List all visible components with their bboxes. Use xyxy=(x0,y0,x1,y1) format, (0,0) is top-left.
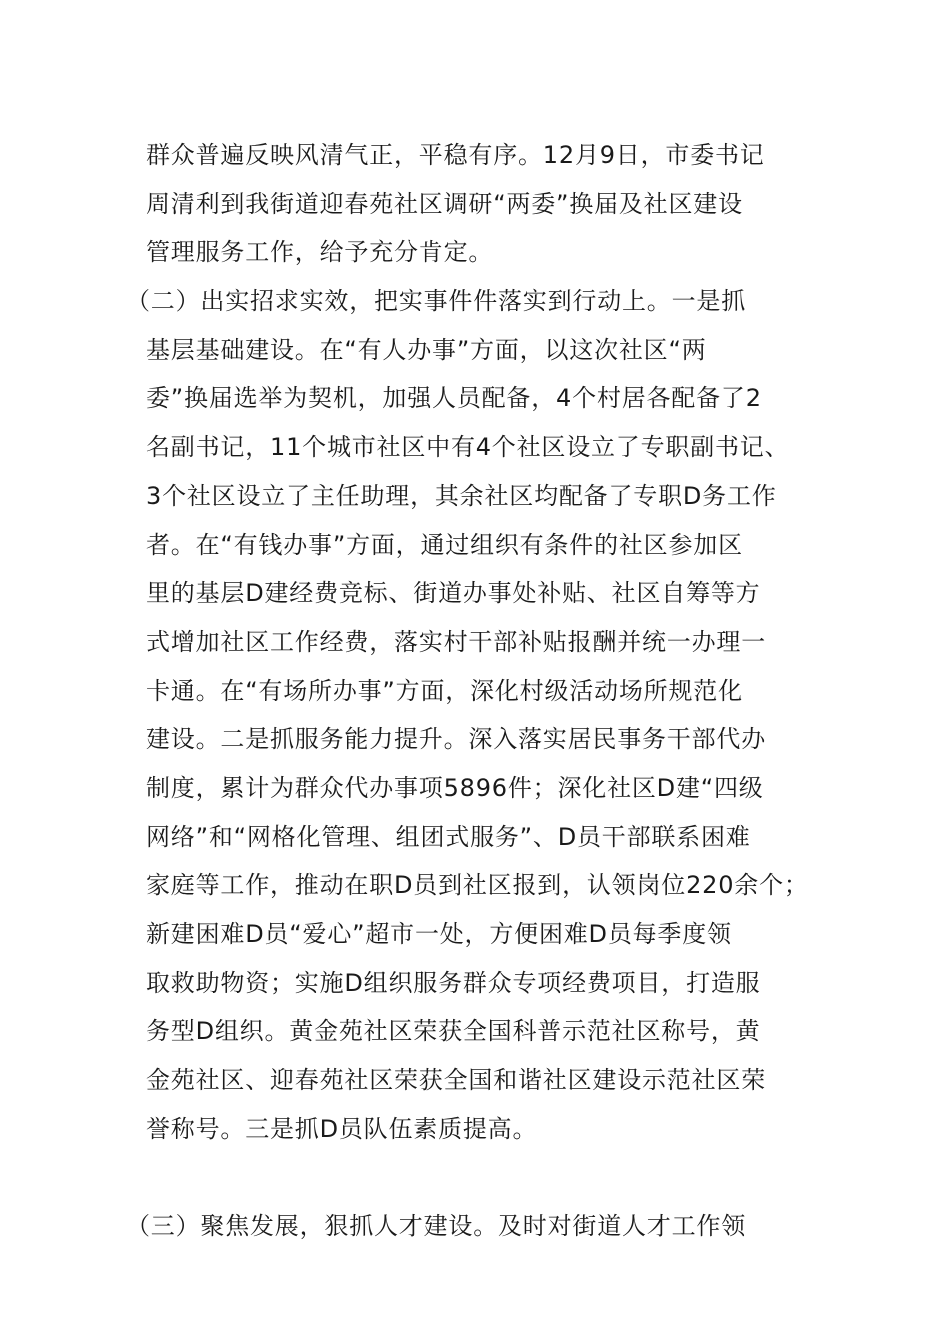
paragraph-section-3 xyxy=(126,1202,826,1251)
text-line: 家庭等工作，推动在职D员到社区报到，认领岗位220余个； xyxy=(146,871,809,900)
text-line: 群众普遍反映风清气正，平稳有序。12月9日，市委书记 xyxy=(146,141,765,169)
text-line: 金苑社区、迎春苑社区荣获全国和谐社区建设示范社区荣 xyxy=(146,1066,766,1095)
text-line: 新建困难D员“爱心”超市一处，方便困难D员每季度领 xyxy=(146,920,732,948)
body-text xyxy=(126,131,826,1251)
text-line: 取救助物资；实施D组织服务群众专项经费项目，打造服 xyxy=(146,968,761,997)
paragraph-section-2 xyxy=(126,277,826,1202)
text-line: 周清利到我街道迎春苑社区调研“两委”换届及社区建设 xyxy=(146,189,743,218)
text-line: 式增加社区工作经费，落实村干部补贴报酬并统一办理一 xyxy=(146,627,766,656)
text-line: 3个社区设立了主任助理，其余社区均配备了专职D务工作 xyxy=(146,481,777,510)
text-line: 务型D组织。黄金苑社区荣获全国科普示范社区称号，黄 xyxy=(146,1017,761,1046)
paragraph-continuation xyxy=(146,131,826,277)
text-line: 卡通。在“有场所办事”方面，深化村级活动场所规范化 xyxy=(146,676,743,705)
text-line: 基层基础建设。在“有人办事”方面，以这次社区“两 xyxy=(146,335,707,364)
text-line: （三）聚焦发展，狠抓人才建设。及时对街道人才工作领 xyxy=(126,1212,746,1241)
text-line: （二）出实招求实效，把实事件件落实到行动上。一是抓 xyxy=(126,287,746,316)
text-line: 管理服务工作，给予充分肯定。 xyxy=(146,238,494,267)
text-line: 者。在“有钱办事”方面，通过组织有条件的社区参加区 xyxy=(146,530,743,559)
text-line: 誉称号。三是抓D员队伍素质提高。 xyxy=(146,1114,538,1143)
text-line: 委”换届选举为契机，加强人员配备，4个村居各配备了2 xyxy=(146,384,762,413)
text-line: 制度，累计为群众代办事项5896件；深化社区D建“四级 xyxy=(146,773,764,802)
text-line: 网络”和“网格化管理、组团式服务”、D员干部联系困难 xyxy=(146,822,751,851)
text-line: 名副书记，11个城市社区中有4个社区设立了专职副书记、 xyxy=(146,433,790,462)
text-line xyxy=(146,1153,826,1202)
text-line: 里的基层D建经费竞标、街道办事处补贴、社区自筹等方 xyxy=(146,579,761,608)
text-line: 建设。二是抓服务能力提升。深入落实居民事务干部代办 xyxy=(146,725,766,754)
